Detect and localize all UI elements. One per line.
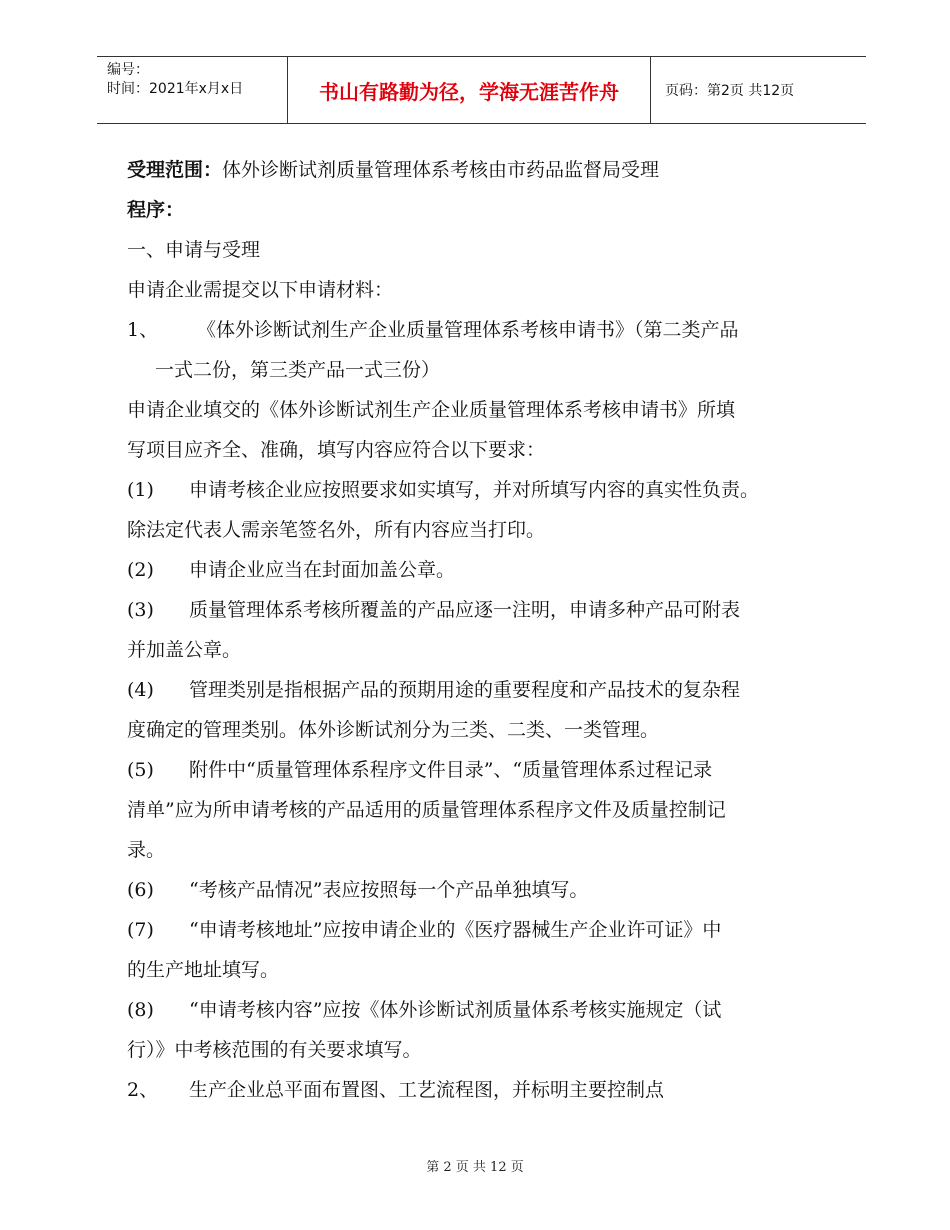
req4-line2: 度确定的管理类别。体外诊断试剂分为三类、二类、一类管理。: [127, 719, 660, 741]
header-page-label: 页码：第2页 共12页: [665, 83, 795, 99]
procedure-label: 程序：: [127, 199, 185, 221]
req5-line1: [127, 750, 827, 790]
req4-line1: [127, 670, 827, 710]
req7-text: “申请考核地址”应按申请企业的《医疗器械生产企业许可证》中: [189, 919, 722, 941]
item1-text: 《体外诊断试剂生产企业质量管理体系考核申请书》（第二类产品: [197, 319, 739, 341]
time-label: 时间：2021年x月x日: [107, 81, 244, 97]
page-footer: 第 2 页 共 12 页: [426, 1160, 524, 1175]
req5-line2: 清单”应为所申请考核的产品适用的质量管理体系程序文件及质量控制记: [127, 799, 726, 821]
document-body: [127, 150, 827, 1110]
req8-line1: [127, 990, 827, 1030]
page-header: [97, 56, 866, 124]
header-motto: 书山有路勤为径，学海无涯苦作舟: [287, 57, 651, 123]
item1-line1: [127, 310, 827, 350]
req2-line1: [127, 550, 827, 590]
item2-line: [127, 1070, 827, 1110]
para1-line1: 申请企业填交的《体外诊断试剂生产企业质量管理体系考核申请书》所填: [127, 399, 736, 421]
item2-num: 2、: [127, 1079, 159, 1101]
scope-label: 受理范围：: [127, 159, 223, 181]
req7-line2: 的生产地址填写。: [127, 959, 280, 981]
header-meta: [97, 57, 287, 123]
req8-num: (8): [127, 999, 154, 1021]
req3-line1: [127, 590, 827, 630]
req1-line1: [127, 470, 827, 510]
req4-text: 管理类别是指根据产品的预期用途的重要程度和产品技术的复杂程: [189, 679, 741, 701]
req3-line2: 并加盖公章。: [127, 639, 242, 661]
req7-line1: [127, 910, 827, 950]
req6-text: “考核产品情况”表应按照每一个产品单独填写。: [189, 879, 589, 901]
req8-line2: 行）》中考核范围的有关要求填写。: [127, 1039, 422, 1061]
req3-text: 质量管理体系考核所覆盖的产品应逐一注明，申请多种产品可附表: [189, 599, 741, 621]
req6-line1: [127, 870, 827, 910]
para1-line2: 写项目应齐全、准确，填写内容应符合以下要求：: [127, 439, 546, 461]
item1-line2: 一式二份，第三类产品一式三份）: [155, 359, 441, 381]
intro-text: 申请企业需提交以下申请材料：: [127, 279, 394, 301]
req4-num: (4): [127, 679, 154, 701]
req1-num: (1): [127, 479, 154, 501]
req8-text: “申请考核内容”应按《体外诊断试剂质量体系考核实施规定（试: [189, 999, 722, 1021]
req1-line2: 除法定代表人需亲笔签名外，所有内容应当打印。: [127, 519, 546, 541]
item2-text: 生产企业总平面布置图、工艺流程图，并标明主要控制点: [189, 1079, 665, 1101]
req5-num: (5): [127, 759, 154, 781]
req5-text: 附件中“质量管理体系程序文件目录”、“质量管理体系过程记录: [189, 759, 713, 781]
scope-line: [127, 150, 827, 190]
number-label: 编号：: [107, 62, 149, 78]
req5-line3: 录。: [127, 839, 166, 861]
req2-text: 申请企业应当在封面加盖公章。: [189, 559, 456, 581]
section1-title: 一、申请与受理: [127, 239, 261, 261]
scope-text: 体外诊断试剂质量管理体系考核由市药品监督局受理: [222, 159, 660, 181]
req7-num: (7): [127, 919, 154, 941]
req6-num: (6): [127, 879, 154, 901]
req3-num: (3): [127, 599, 154, 621]
req2-num: (2): [127, 559, 154, 581]
item1-num: 1、: [127, 319, 159, 341]
req1-text: 申请考核企业应按照要求如实填写，并对所填写内容的真实性负责。: [189, 479, 760, 501]
